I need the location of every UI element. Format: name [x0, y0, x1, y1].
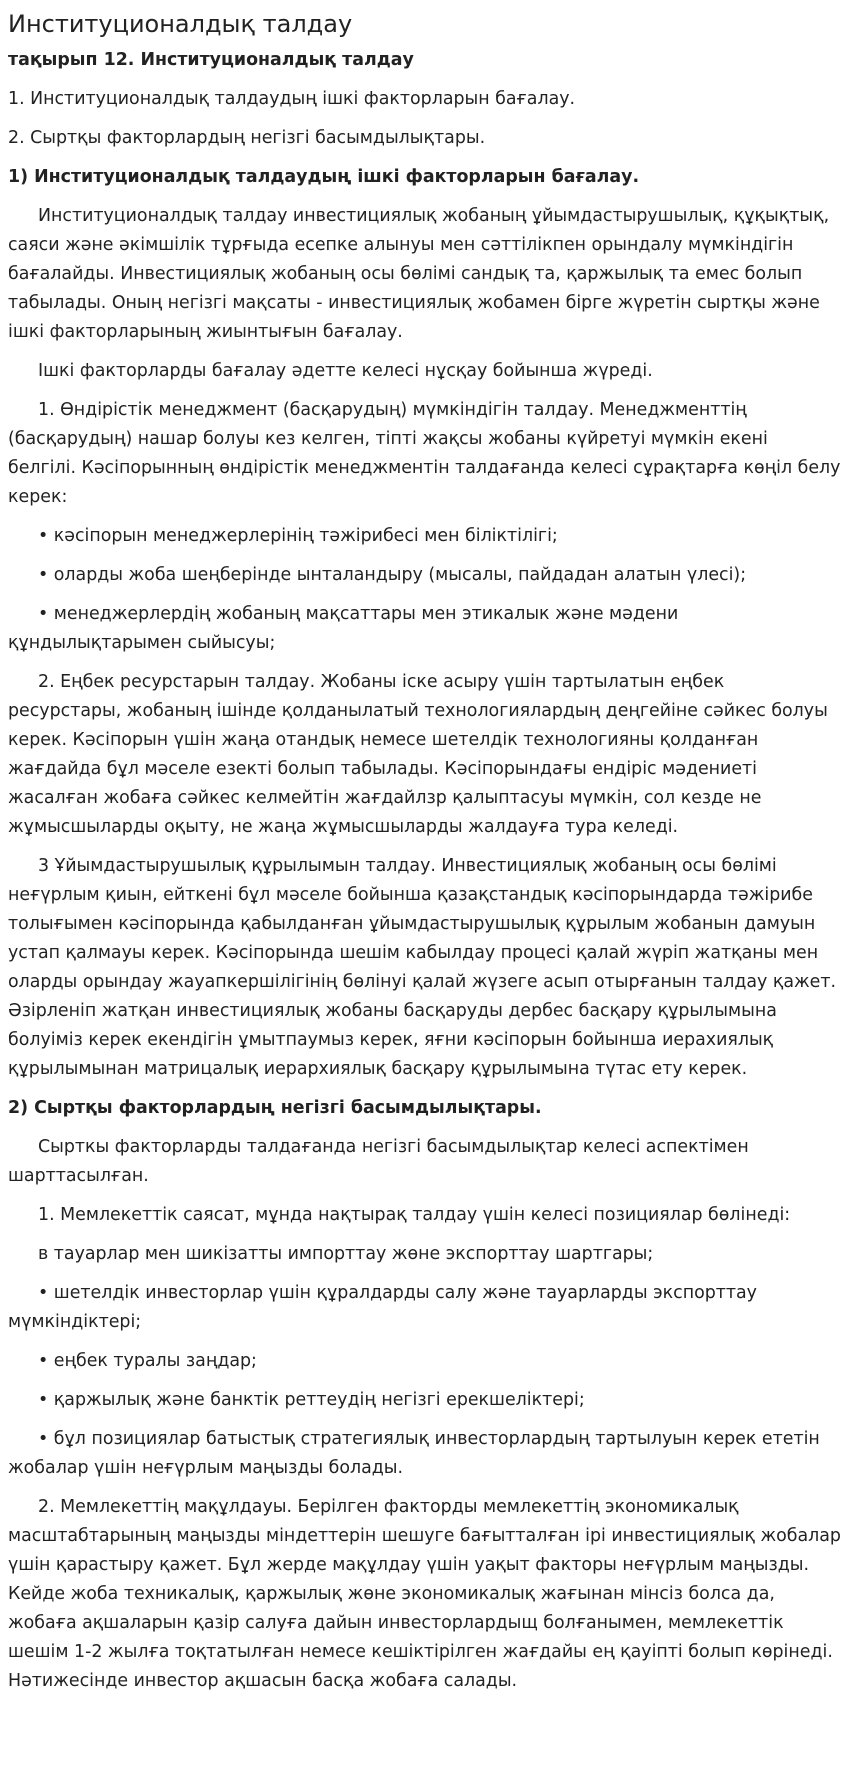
- section-2-bullet-3: • қаржылық және банктік реттеудің негізгі ерекшеліктері;: [38, 1390, 585, 1410]
- section-1-item-1: 1. Өндірістік менеджмент (басқарудың) мүмкіндігін талдау. Менеджменттің (басқарудың) нашар болуы кез келген, тіпті жақсы жобаны күйретуі мүмкін екені белгілі. Кәсіпорынның өндірістік менеджментін талдағанда келесі сұрақтарға көңіл белу керек:: [8, 400, 841, 507]
- section-2-bullet-4: • бұл позициялар батыстық стратегиялық инвесторлардың тартылуын керек ететін жобалар үшін неғүрлым маңызды болады.: [8, 1429, 820, 1478]
- section-1-intro: Институционалдық талдау инвестициялық жобаның ұйымдастырушылық, құқықтық, саяси және әкімшілік тұрғыда есепке алынуы мен сәттілікпен орындалу мүмкіндігін бағалайды. Инвестициялық жобаның осы бөлімі сандық та, қаржылық та емес болып табылады. Оның негізгі мақсаты - инвестициялық жобамен бірге жүретін сыртқы және ішкі факторларының жиынтығын бағалау.: [8, 206, 830, 342]
- toc-item-2: 2. Сыртқы факторлардың негізгі басымдылықтары.: [8, 128, 486, 148]
- toc-item-1: 1. Институционалдық талдаудың ішкі факторларын бағалау.: [8, 89, 576, 109]
- section-1-bullet-1: • кәсіпорын менеджерлерінің тәжірибесі мен біліктілігі;: [38, 526, 558, 546]
- section-1-item-2: 2. Еңбек ресурстарын талдау. Жобаны іске асыру үшін тартылатын еңбек ресурстары, жобаның ішінде қолданылатый технологиялардың деңгейіне сәйкес болуы керек. Кәсіпорын үшін жаңа отандық немесе шетелдік технологияны қолданған жағдайда бұл мәселе езекті болып табылады. Кәсіпорындағы ендіріс мәдениеті жасалған жобаға сәйкес келмейтін жағдайлзр қалыптасуы мүмкін, сол кезде не жұмысшыларды оқыту, не жаңа жұмысшыларды жалдауға тура келеді.: [8, 672, 828, 837]
- section-1-bullet-3: • менеджерлердің жобаның мақсаттары мен этикалык және мәдени құндылықтарымен сыйысуы;: [8, 604, 679, 653]
- page-title: Институционалдық талдау: [8, 10, 353, 38]
- section-1-bullet-2: • оларды жоба шеңберінде ынталандыру (мысалы, пайдадан алатын үлесі);: [38, 565, 747, 585]
- section-2-intro: Сырткы факторларды талдағанда негізгі басымдылықтар келесі аспектімен шарттасылған.: [8, 1137, 749, 1186]
- section-2-item-2: 2. Мемлекеттің мақұлдауы. Берілген факторды мемлекеттің экономикалық масштабтарының маңызды міндеттерін шешуге бағытталған ірі инвестициялық жобалар үшін қарастыру қажет. Бұл жерде мақұлдау үшін уақыт факторы неғүрлым маңызды. Кейде жоба техникалық, қаржылық жөне экономикалық жағынан мінсіз болса да, жобаға ақшаларын қазір салуға дайын инвесторлардыщ болғанымен, мемлекеттік шешім 1-2 жылға тоқтатылған немесе кешіктірілген жағдайы ең қауіпті болып көрінеді. Нәтижесінде инвестор ақшасын басқа жобаға салады.: [8, 1497, 841, 1691]
- section-2-item-1: 1. Мемлекеттік саясат, мұнда нақтырақ талдау үшін келесі позициялар бөлінеді:: [38, 1205, 791, 1225]
- section-1-heading: 1) Институционалдық талдаудың ішкі факторларын бағалау.: [8, 167, 640, 187]
- section-2-bullet-1: • шетелдік инвесторлар үшін құралдарды салу және тауарларды экспорттау мүмкіндіктері;: [8, 1283, 757, 1332]
- topic-heading: тақырып 12. Институционалдық талдау: [8, 50, 414, 70]
- section-2-heading: 2) Сыртқы факторлардың негізгі басымдылықтары.: [8, 1098, 542, 1118]
- section-1-scheme: Ішкі факторларды бағалау әдетте келесі нұсқау бойынша жүреді.: [38, 361, 653, 381]
- section-2-bullet-2: • еңбек туралы заңдар;: [38, 1351, 257, 1371]
- section-1-item-3: 3 Ұйымдастырушылық құрылымын талдау. Инвестициялық жобаның осы бөлімі неғүрлым қиын, ейткені бұл мәселе бойынша қазақстандық кәсіпорындарда тәжірибе толығымен кәсіпорында қабылданған ұйымдастырушылық құрылым жобанын дамуын устап қалмауы керек. Кәсіпорында шешім кабылдау процесі қалай жүріп жатқаны мен оларды орындау жауапкершілігінің бөлінуі қалай жүзеге асып отырғанын талдау қажет. Әзірленіп жатқан инвестициялық жобаны басқаруды дербес басқару құрылымына болуіміз керек екендігін ұмытпаумыз керек, яғни кәсіпорын бойынша иерахиялық құрылымынан матрицалық иерархиялық басқару құрылымына түтас ету керек.: [8, 856, 837, 1079]
- section-2-sub-1: в тауарлар мен шикізатты импорттау жөне экспорттау шартгары;: [38, 1244, 654, 1264]
